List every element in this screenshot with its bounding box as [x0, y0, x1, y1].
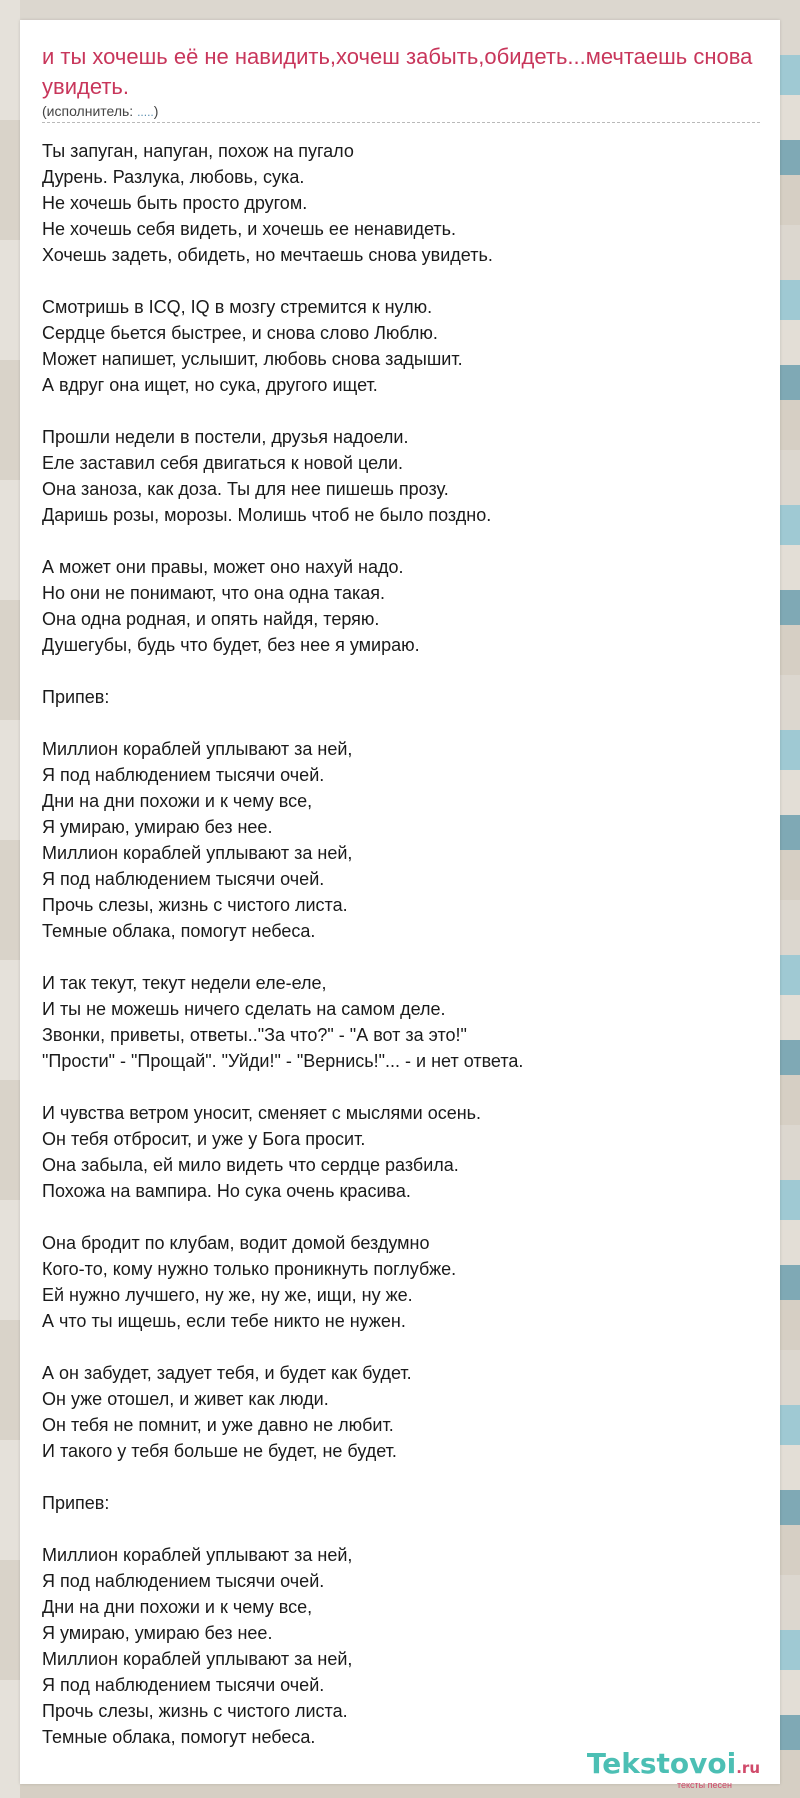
lyrics-line: Миллион кораблей уплывают за ней,: [42, 1545, 353, 1565]
lyrics-line: Дни на дни похожи и к чему все,: [42, 1597, 313, 1617]
lyrics-stanza: [42, 424, 762, 528]
lyrics-stanza: [42, 1542, 762, 1750]
performer-label: (исполнитель:: [42, 103, 138, 119]
lyrics-body: [42, 138, 762, 1776]
lyrics-line: А вдруг она ищет, но сука, другого ищет.: [42, 375, 378, 395]
lyrics-stanza: [42, 138, 762, 268]
lyrics-line: Я умираю, умираю без нее.: [42, 1623, 273, 1643]
lyrics-line: "Прости" - "Прощай". "Уйди!" - "Вернись!"... - и нет ответа.: [42, 1051, 524, 1071]
lyrics-line: Она бродит по клубам, водит домой бездумно: [42, 1233, 430, 1253]
lyrics-line: Дурень. Разлука, любовь, сука.: [42, 167, 305, 187]
lyrics-line: Темные облака, помогут небеса.: [42, 1727, 316, 1747]
lyrics-line: Дни на дни похожи и к чему все,: [42, 791, 313, 811]
lyrics-line: Сердце бьется быстрее, и снова слово Люблю.: [42, 323, 438, 343]
lyrics-line: Припев:: [42, 1493, 110, 1513]
lyrics-line: Миллион кораблей уплывают за ней,: [42, 739, 353, 759]
lyrics-stanza: [42, 1360, 762, 1464]
lyrics-line: Припев:: [42, 687, 110, 707]
title-divider: [42, 122, 760, 123]
lyrics-stanza: [42, 970, 762, 1074]
lyrics-stanza: [42, 1100, 762, 1204]
lyrics-line: Кого-то, кому нужно только проникнуть поглубже.: [42, 1259, 457, 1279]
lyrics-line: И ты не можешь ничего сделать на самом деле.: [42, 999, 446, 1019]
lyrics-stanza: [42, 684, 762, 710]
lyrics-line: Похожа на вампира. Но сука очень красива.: [42, 1181, 411, 1201]
lyrics-line: Но они не понимают, что она одна такая.: [42, 583, 386, 603]
lyrics-line: Хочешь задеть, обидеть, но мечтаешь снова увидеть.: [42, 245, 493, 265]
lyrics-card: [20, 20, 780, 1790]
lyrics-line: Он тебя отбросит, и уже у Бога просит.: [42, 1129, 366, 1149]
lyrics-stanza: [42, 1490, 762, 1516]
lyrics-line: Он тебя не помнит, и уже давно не любит.: [42, 1415, 394, 1435]
lyrics-line: Ей нужно лучшего, ну же, ну же, ищи, ну же.: [42, 1285, 413, 1305]
lyrics-line: Темные облака, помогут небеса.: [42, 921, 316, 941]
lyrics-line: Она забыла, ей мило видеть что сердце разбила.: [42, 1155, 459, 1175]
lyrics-line: Даришь розы, морозы. Молишь чтоб не было поздно.: [42, 505, 492, 525]
lyrics-line: И чувства ветром уносит, сменяет с мыслями осень.: [42, 1103, 482, 1123]
lyrics-line: Не хочешь быть просто другом.: [42, 193, 308, 213]
performer-link[interactable]: .....: [137, 105, 154, 119]
lyrics-line: Я умираю, умираю без нее.: [42, 817, 273, 837]
lyrics-line: Миллион кораблей уплывают за ней,: [42, 1649, 353, 1669]
lyrics-line: Я под наблюдением тысячи очей.: [42, 1571, 325, 1591]
lyrics-line: Звонки, приветы, ответы.."За что?" - "А вот за это!": [42, 1025, 467, 1045]
lyrics-line: Душегубы, будь что будет, без нее я умираю.: [42, 635, 420, 655]
lyrics-line: И так текут, текут недели еле-еле,: [42, 973, 327, 993]
song-title: и ты хочешь её не навидить,хочеш забыть,обидеть...мечтаешь снова увидеть.: [42, 44, 753, 99]
lyrics-line: А он забудет, задует тебя, и будет как будет.: [42, 1363, 412, 1383]
lyrics-line: Она заноза, как доза. Ты для нее пишешь прозу.: [42, 479, 449, 499]
lyrics-line: Еле заставил себя двигаться к новой цели.: [42, 453, 404, 473]
lyrics-line: А что ты ищешь, если тебе никто не нужен.: [42, 1311, 406, 1331]
lyrics-line: А может они правы, может оно нахуй надо.: [42, 557, 404, 577]
lyrics-line: Она одна родная, и опять найдя, теряю.: [42, 609, 380, 629]
logo-tld: .ru: [736, 1759, 760, 1777]
lyrics-line: Не хочешь себя видеть, и хочешь ее ненавидеть.: [42, 219, 457, 239]
lyrics-line: Я под наблюдением тысячи очей.: [42, 1675, 325, 1695]
lyrics-stanza: [42, 554, 762, 658]
lyrics-line: Может напишет, услышит, любовь снова задышит.: [42, 349, 463, 369]
lyrics-stanza: [42, 1230, 762, 1334]
lyrics-stanza: [42, 294, 762, 398]
performer-line: [42, 103, 158, 119]
lyrics-line: Я под наблюдением тысячи очей.: [42, 869, 325, 889]
logo-name: Tekstovoi: [586, 1747, 737, 1780]
logo-tagline: тексты песен: [676, 1780, 732, 1790]
lyrics-line: Смотришь в ICQ, IQ в мозгу стремится к нулю.: [42, 297, 433, 317]
lyrics-line: И такого у тебя больше не будет, не будет.: [42, 1441, 397, 1461]
lyrics-line: Прочь слезы, жизнь с чистого листа.: [42, 895, 348, 915]
background-left-edge: [0, 0, 20, 1798]
lyrics-line: Я под наблюдением тысячи очей.: [42, 765, 325, 785]
lyrics-line: Он уже отошел, и живет как люди.: [42, 1389, 329, 1409]
performer-close: ): [153, 103, 159, 119]
lyrics-line: Миллион кораблей уплывают за ней,: [42, 843, 353, 863]
lyrics-line: Прочь слезы, жизнь с чистого листа.: [42, 1701, 348, 1721]
site-logo[interactable]: [580, 1748, 760, 1794]
lyrics-line: Ты запуган, напуган, похож на пугало: [42, 141, 354, 161]
lyrics-stanza: [42, 736, 762, 944]
logo-wordmark: [587, 1748, 760, 1784]
lyrics-line: Прошли недели в постели, друзья надоели.: [42, 427, 409, 447]
